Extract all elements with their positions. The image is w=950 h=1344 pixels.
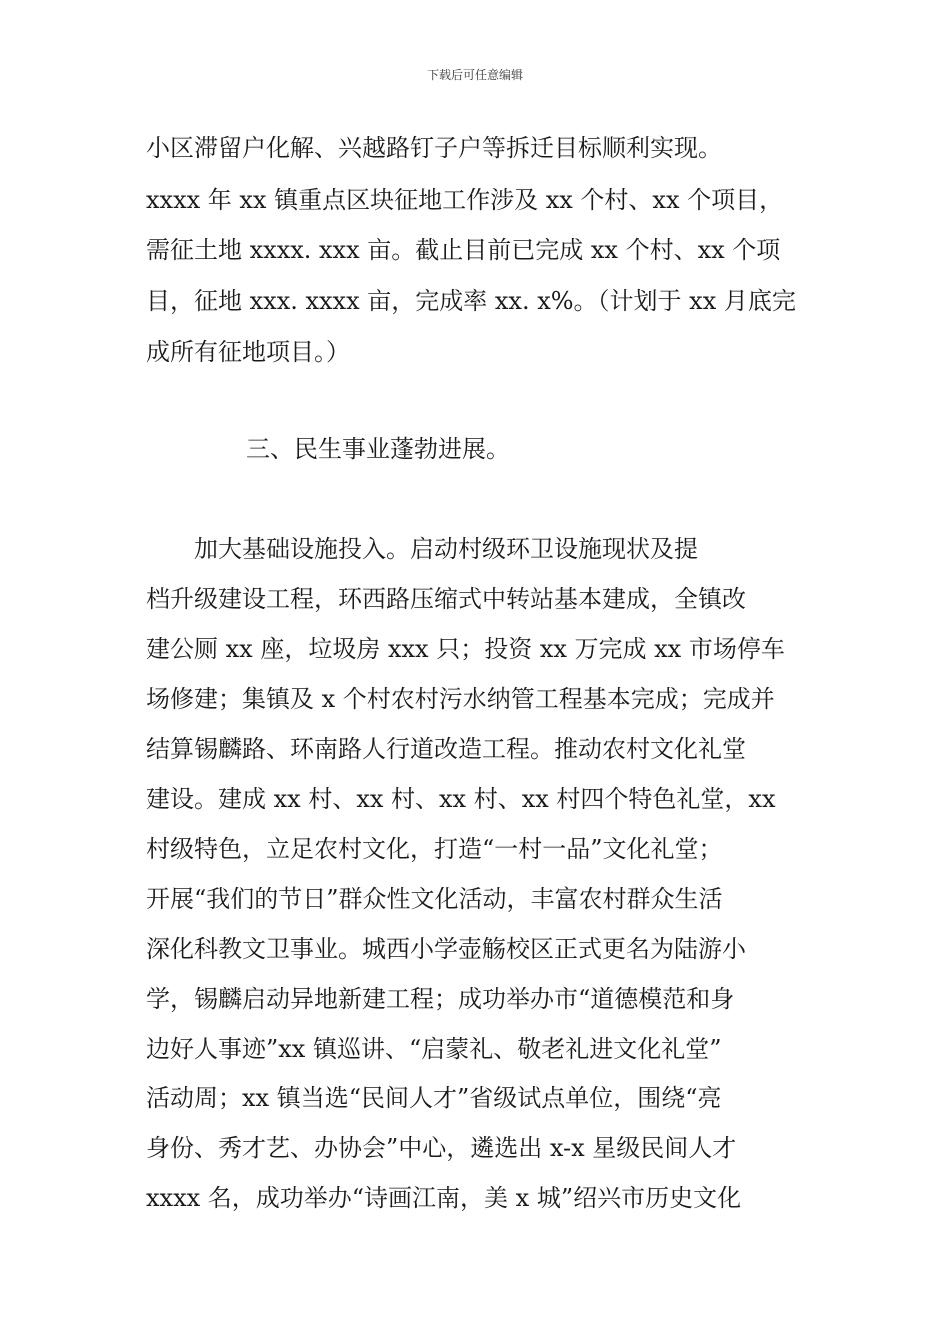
paragraph2-line-1: 加大基础设施投入。启动村级环卫设施现状及提	[146, 535, 698, 563]
paragraph2-line-14: xxxx 名，成功举办“诗画江南，美 x 城”绍兴市历史文化	[146, 1184, 742, 1212]
paragraph2-line-13: 身份、秀才艺、办协会”中心，遴选出 x-x 星级民间人才	[146, 1134, 737, 1162]
paragraph2-line-6: 建设。建成 xx 村、xx 村、xx 村、xx 村四个特色礼堂，xx	[146, 785, 776, 813]
page-header: 下载后可任意编辑	[426, 68, 523, 82]
paragraph2-line-5: 结算锡麟路、环南路人行道改造工程。推动农村文化礼堂	[146, 735, 746, 763]
paragraph2-line-11: 边好人事迹”xx 镇巡讲、“启蒙礼、敬老礼进文化礼堂”	[146, 1035, 722, 1063]
paragraph1-line-1: 小区滞留户化解、兴越路钉子户等拆迁目标顺利实现。	[146, 134, 722, 162]
paragraph2-line-7: 村级特色，立足农村文化，打造“一村一品”文化礼堂；	[146, 835, 723, 863]
paragraph1-line-4: 目，征地 xxx. xxxx 亩，完成率 xx. x%。（计划于 xx 月底完	[146, 287, 796, 315]
paragraph2-line-4: 场修建；集镇及 x 个村农村污水纳管工程基本完成；完成并	[146, 685, 775, 713]
paragraph2-line-10: 学，锡麟启动异地新建工程；成功举办市“道德模范和身	[146, 985, 735, 1013]
paragraph2-line-2: 档升级建设工程，环西路压缩式中转站基本建成，全镇改	[146, 585, 746, 613]
paragraph2-line-12: 活动周；xx 镇当选“民间人才”省级试点单位，围绕“亮	[146, 1084, 722, 1112]
paragraph2-line-8: 开展“我们的节日”群众性文化活动，丰富农村群众生活	[146, 885, 723, 913]
paragraph2-line-9: 深化科教文卫事业。城西小学壶觞校区正式更名为陆游小	[146, 935, 746, 963]
paragraph1-line-5: 成所有征地项目。）	[146, 338, 350, 366]
paragraph2-line-3: 建公厕 xx 座，垃圾房 xxx 只；投资 xx 万完成 xx 市场停车	[146, 635, 785, 663]
section-heading: 三、民生事业蓬勃进展。	[246, 435, 510, 463]
paragraph1-line-3: 需征土地 xxxx. xxx 亩。截止目前已完成 xx 个村、xx 个项	[146, 236, 781, 264]
paragraph1-line-2: xxxx 年 xx 镇重点区块征地工作涉及 xx 个村、xx 个项目，	[146, 186, 784, 214]
